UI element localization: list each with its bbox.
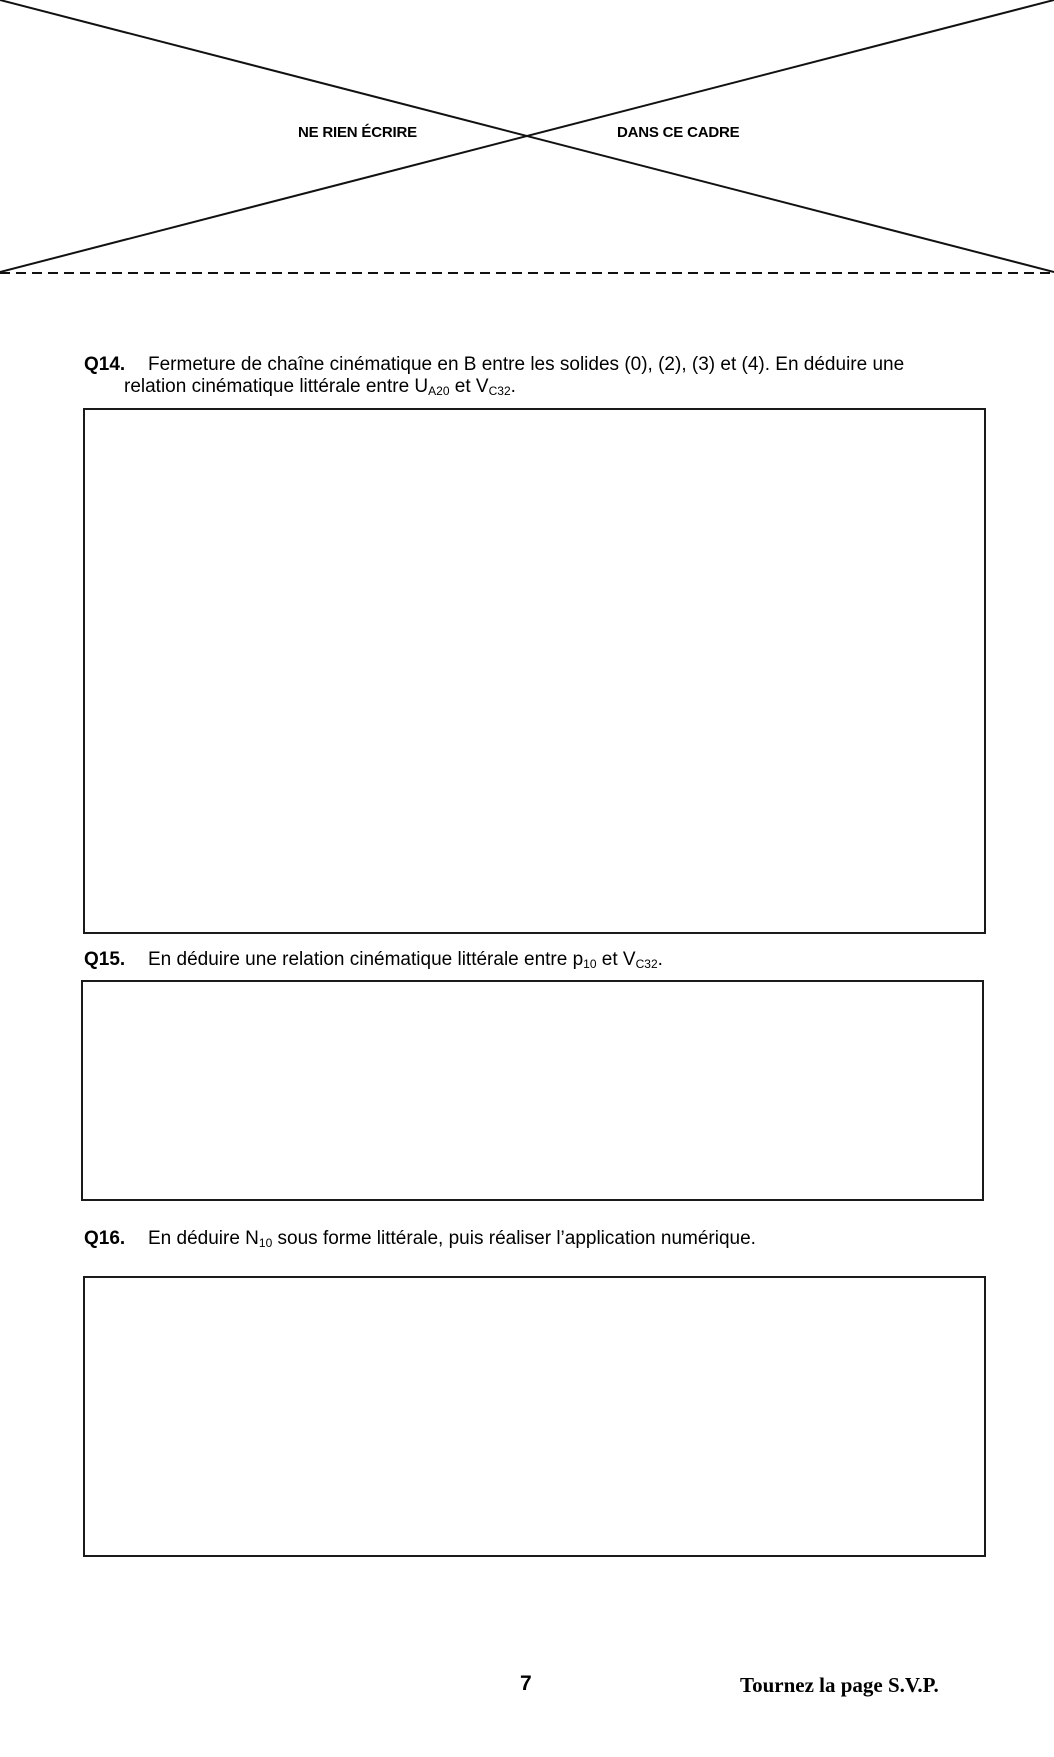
question-text: En déduire une relation cinématique littérale entre $p_{10}$ et $V_{C32}$. bbox=[148, 949, 663, 971]
no-write-left-label: NE RIEN ÉCRIRE bbox=[298, 124, 417, 141]
no-write-right-label: DANS CE CADRE bbox=[617, 124, 740, 141]
answer-box-q15[interactable] bbox=[81, 980, 984, 1201]
no-write-zone-graphic bbox=[0, 0, 1054, 280]
question-number: Q15. bbox=[84, 949, 126, 970]
question-text: En déduire $N_{10}$ sous forme littérale, puis réaliser l’application numérique. bbox=[148, 1228, 756, 1250]
question-text-line2: relation cinématique littérale entre $U_{A20}$ et $V_{C32}$. bbox=[124, 376, 516, 398]
page-number: 7 bbox=[520, 1672, 532, 1695]
question-text-line1: Fermeture de chaîne cinématique en B entre les solides (0), (2), (3) et (4). En déduire une bbox=[148, 354, 905, 375]
turn-page-note: Tournez la page S.V.P. bbox=[740, 1673, 939, 1697]
question-q15 bbox=[84, 949, 979, 971]
answer-box-q14[interactable] bbox=[83, 408, 986, 934]
question-q16 bbox=[84, 1228, 979, 1250]
question-number: Q16. bbox=[84, 1228, 126, 1249]
question-number: Q14. bbox=[84, 354, 126, 375]
question-q14 bbox=[84, 354, 979, 398]
answer-box-q16[interactable] bbox=[83, 1276, 986, 1557]
